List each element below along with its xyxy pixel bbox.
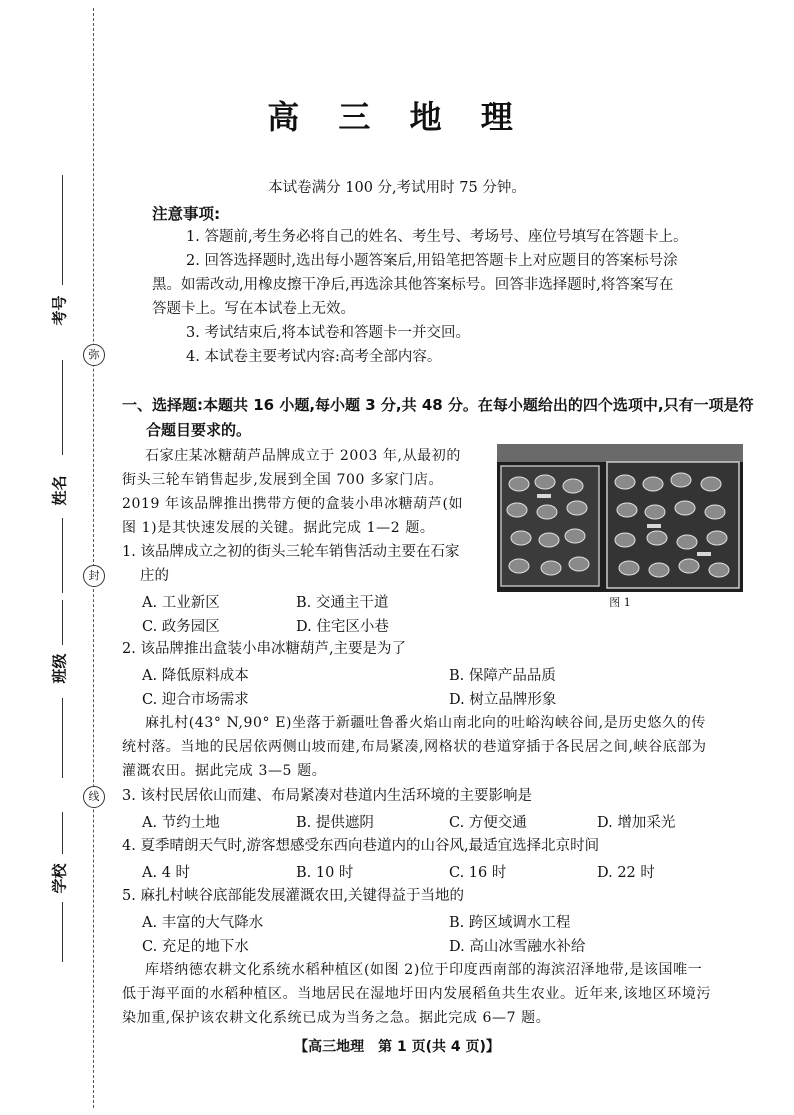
seal-mi: 弥 [83,344,105,366]
notice-line: 黑。如需改动,用橡皮擦干净后,再选涂其他答案标号。回答非选择题时,将答案写在 [152,277,674,293]
passage-line: 染加重,保护该农耕文化系统已成为当务之急。据此完成 6—7 题。 [122,1010,551,1026]
question-4-stem: 4. 夏季晴朗天气时,游客想感受东西向巷道内的山谷风,最适宜选择北京时间 [122,838,600,854]
question-2-stem: 2. 该品牌推出盒装小串冰糖葫芦,主要是为了 [122,641,407,657]
passage-line: 图 1)是其快速发展的关键。据此完成 1—2 题。 [122,520,435,536]
notice-line: 4. 本试卷主要考试内容:高考全部内容。 [186,349,442,365]
q2-option-d: D. 树立品牌形象 [449,692,557,708]
notice-line: 2. 回答选择题时,选出每小题答案后,用铅笔把答题卡上对应题目的答案标号涂 [186,253,678,269]
question-1-stem-cont: 庄的 [140,568,169,584]
binding-label-class: 班级 [50,653,69,684]
q4-option-d: D. 22 时 [597,865,655,881]
q2-option-b: B. 保障产品品质 [449,668,556,684]
q1-option-b: B. 交通主干道 [296,595,389,611]
q3-option-c: C. 方便交通 [449,815,527,831]
binding-field-school-line [62,812,63,854]
figure-1-caption: 图 1 [609,596,631,609]
passage-line: 2019 年该品牌推出携带方便的盒装小串冰糖葫芦(如 [122,496,464,512]
q3-option-d: D. 增加采光 [597,815,676,831]
question-3-stem: 3. 该村民居依山而建、布局紧凑对巷道内生活环境的主要影响是 [122,788,532,804]
q4-option-c: C. 16 时 [449,865,507,881]
q3-option-a: A. 节约土地 [142,815,220,831]
binding-label-exam-number: 考号 [50,295,69,326]
passage-line: 库塔纳德农耕文化系统水稻种植区(如图 2)位于印度西南部的海滨沼泽地带,是该国唯一 [145,962,703,978]
q5-option-c: C. 充足的地下水 [142,939,249,955]
q5-option-a: A. 丰富的大气降水 [142,915,264,931]
binding-field-class-line-2 [62,698,63,778]
q4-option-a: A. 4 时 [142,865,191,881]
binding-label-school: 学校 [50,863,69,894]
q1-option-d: D. 住宅区小巷 [296,619,389,635]
notice-line: 3. 考试结束后,将本试卷和答题卡一并交回。 [186,325,471,341]
passage-line: 灌溉农田。据此完成 3—5 题。 [122,763,327,779]
binding-field-school-line-2 [62,902,63,962]
binding-dashed-line [93,8,94,1108]
q2-option-c: C. 迎合市场需求 [142,692,249,708]
seal-feng: 封 [83,565,105,587]
q2-option-a: A. 降低原料成本 [142,668,249,684]
q5-option-b: B. 跨区域调水工程 [449,915,571,931]
page-title: 高 三 地 理 [267,98,527,136]
exam-info: 本试卷满分 100 分,考试用时 75 分钟。 [268,180,526,196]
q5-option-d: D. 高山冰雪融水补给 [449,939,586,955]
seal-xian: 线 [83,786,105,808]
section-heading: 一、选择题:本题共 16 小题,每小题 3 分,共 48 分。在每小题给出的四个选项中,只有一项是符 合题目要求的。 [122,396,754,439]
passage-line: 石家庄某冰糖葫芦品牌成立于 2003 年,从最初的 [145,448,461,464]
candied-haws-box-image [497,444,743,592]
q1-option-c: C. 政务园区 [142,619,220,635]
q4-option-b: B. 10 时 [296,865,354,881]
binding-label-name: 姓名 [50,475,69,506]
passage-line: 低于海平面的水稻种植区。当地居民在湿地圩田内发展稻鱼共生农业。近年来,该地区环境污 [122,986,712,1002]
q3-option-b: B. 提供遮阴 [296,815,374,831]
passage-line: 街头三轮车销售起步,发展到全国 700 多家门店。 [122,472,444,488]
q1-option-a: A. 工业新区 [142,595,220,611]
binding-field-name-line-2 [62,518,63,593]
page-footer: 【高三地理 第 1 页(共 4 页)】 [294,1039,500,1055]
figure-1-photo [497,444,743,592]
binding-field-name-line [62,360,63,455]
passage-line: 麻扎村(43° N,90° E)坐落于新疆吐鲁番火焰山南北向的吐峪沟峡谷间,是历史悠久的传 [145,715,706,731]
notice-line: 答题卡上。写在本试卷上无效。 [152,301,355,317]
binding-field-class-line [62,600,63,645]
notice-line: 1. 答题前,考生务必将自己的姓名、考生号、考场号、座位号填写在答题卡上。 [186,229,688,245]
notice-heading: 注意事项: [152,205,221,223]
question-1-stem: 1. 该品牌成立之初的街头三轮车销售活动主要在石家 [122,544,460,560]
question-5-stem: 5. 麻扎村峡谷底部能发展灌溉农田,关键得益于当地的 [122,888,465,904]
passage-line: 统村落。当地的民居依两侧山坡而建,布局紧凑,网格状的巷道穿插于各民居之间,峡谷底部为 [122,739,707,755]
